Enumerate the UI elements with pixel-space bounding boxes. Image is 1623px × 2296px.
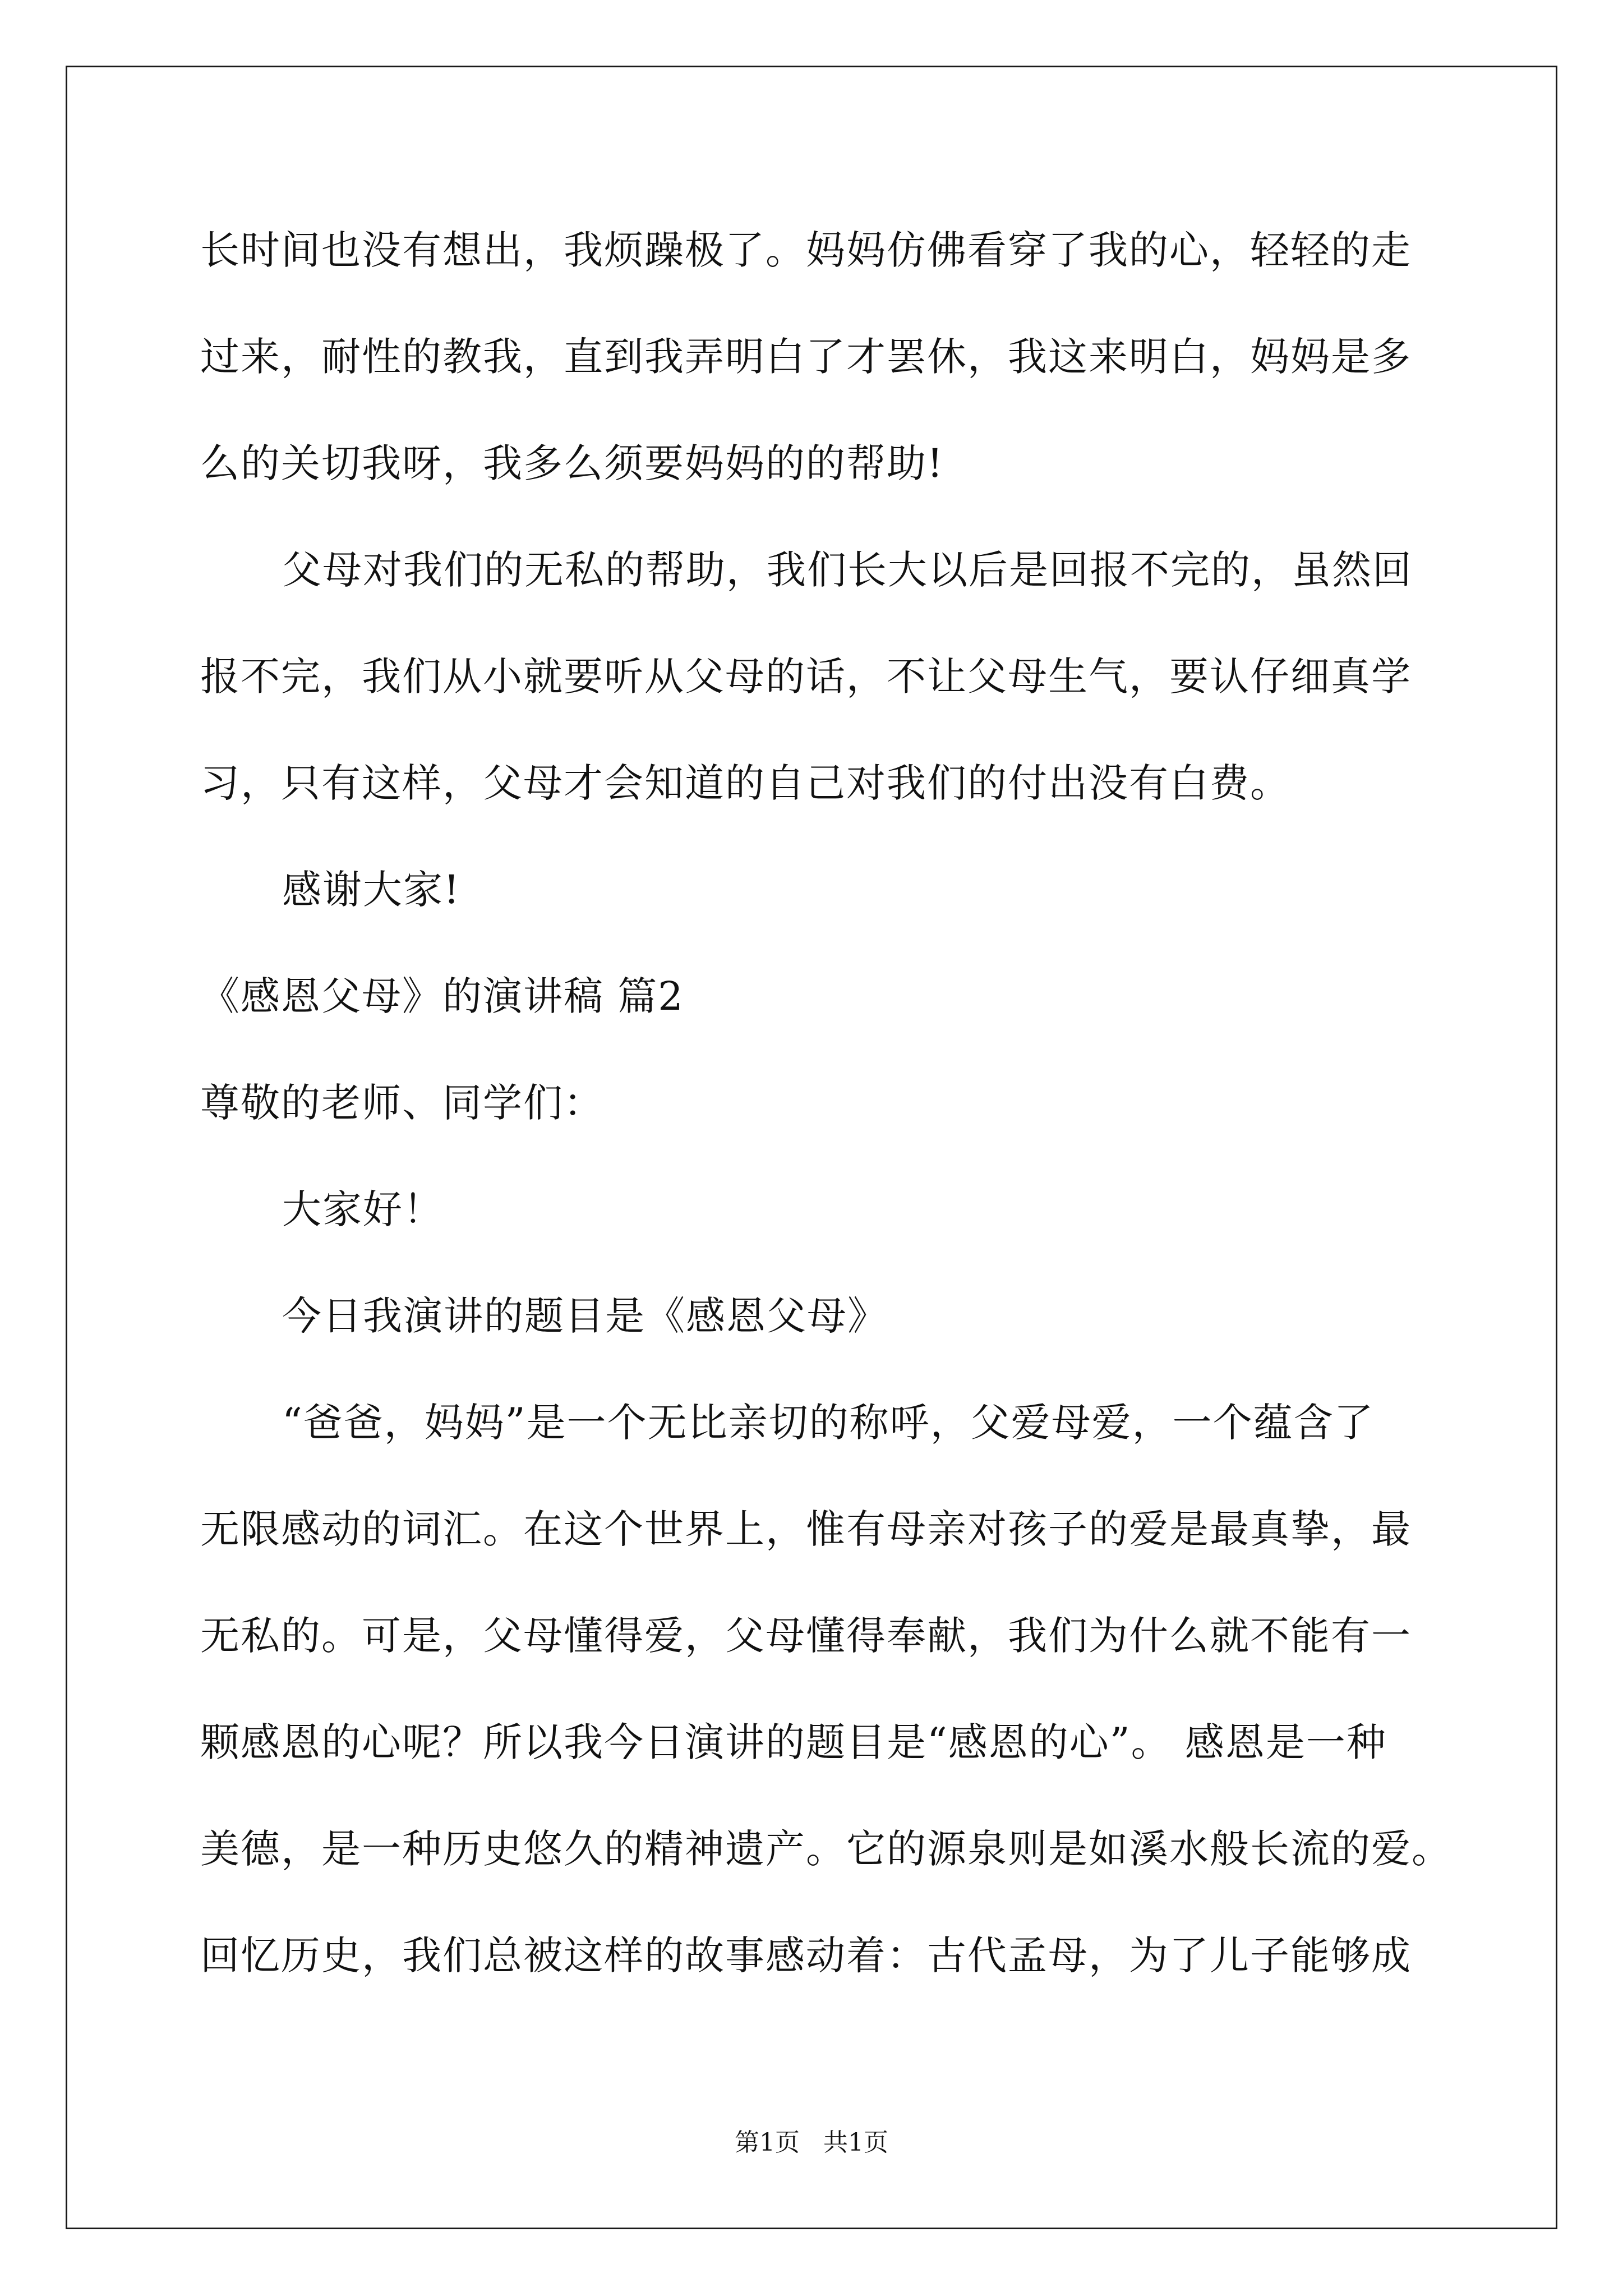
body-line: 报不完，我们从小就要听从父母的话，不让父母生气，要认仔细真学 bbox=[200, 654, 1412, 700]
body-line: 回忆历史，我们总被这样的故事感动着：古代孟母，为了儿子能够成 bbox=[200, 1932, 1412, 1978]
body-line: 长时间也没有想出，我烦躁极了。妈妈仿佛看穿了我的心，轻轻的走 bbox=[200, 227, 1412, 273]
body-line: 美德，是一种历史悠久的精神遗产。它的源泉则是如溪水般长流的爱。 bbox=[200, 1826, 1452, 1872]
body-line: 无私的。可是，父母懂得爱，父母懂得奉献，我们为什么就不能有一 bbox=[200, 1613, 1412, 1659]
topic-line: 今日我演讲的题目是《感恩父母》 bbox=[282, 1293, 888, 1339]
greeting: 大家好！ bbox=[282, 1186, 444, 1232]
page-footer: 第1页 共1页 bbox=[735, 2128, 888, 2157]
body-line: 颗感恩的心呢？所以我今日演讲的题目是“感恩的心”。 感恩是一种 bbox=[200, 1719, 1387, 1765]
body-line: 过来，耐性的教我，直到我弄明白了才罢休，我这来明白，妈妈是多 bbox=[200, 334, 1412, 380]
body-line: “爸爸，妈妈”是一个无比亲切的称呼，父爱母爱，一个蕴含了 bbox=[282, 1400, 1375, 1446]
body-line: 习，只有这样，父母才会知道的自己对我们的付出没有白费。 bbox=[200, 760, 1290, 806]
section-heading: 《感恩父母》的演讲稿 篇2 bbox=[200, 973, 684, 1019]
page-border bbox=[66, 66, 1557, 2229]
body-line: 父母对我们的无私的帮助，我们长大以后是回报不完的，虽然回 bbox=[282, 547, 1413, 593]
closing-line: 感谢大家! bbox=[282, 867, 461, 913]
salutation: 尊敬的老师、同学们： bbox=[200, 1080, 604, 1126]
body-line: 无限感动的词汇。在这个世界上，惟有母亲对孩子的爱是最真挚，最 bbox=[200, 1506, 1412, 1552]
body-line: 么的关切我呀，我多么须要妈妈的的帮助! bbox=[200, 440, 944, 486]
